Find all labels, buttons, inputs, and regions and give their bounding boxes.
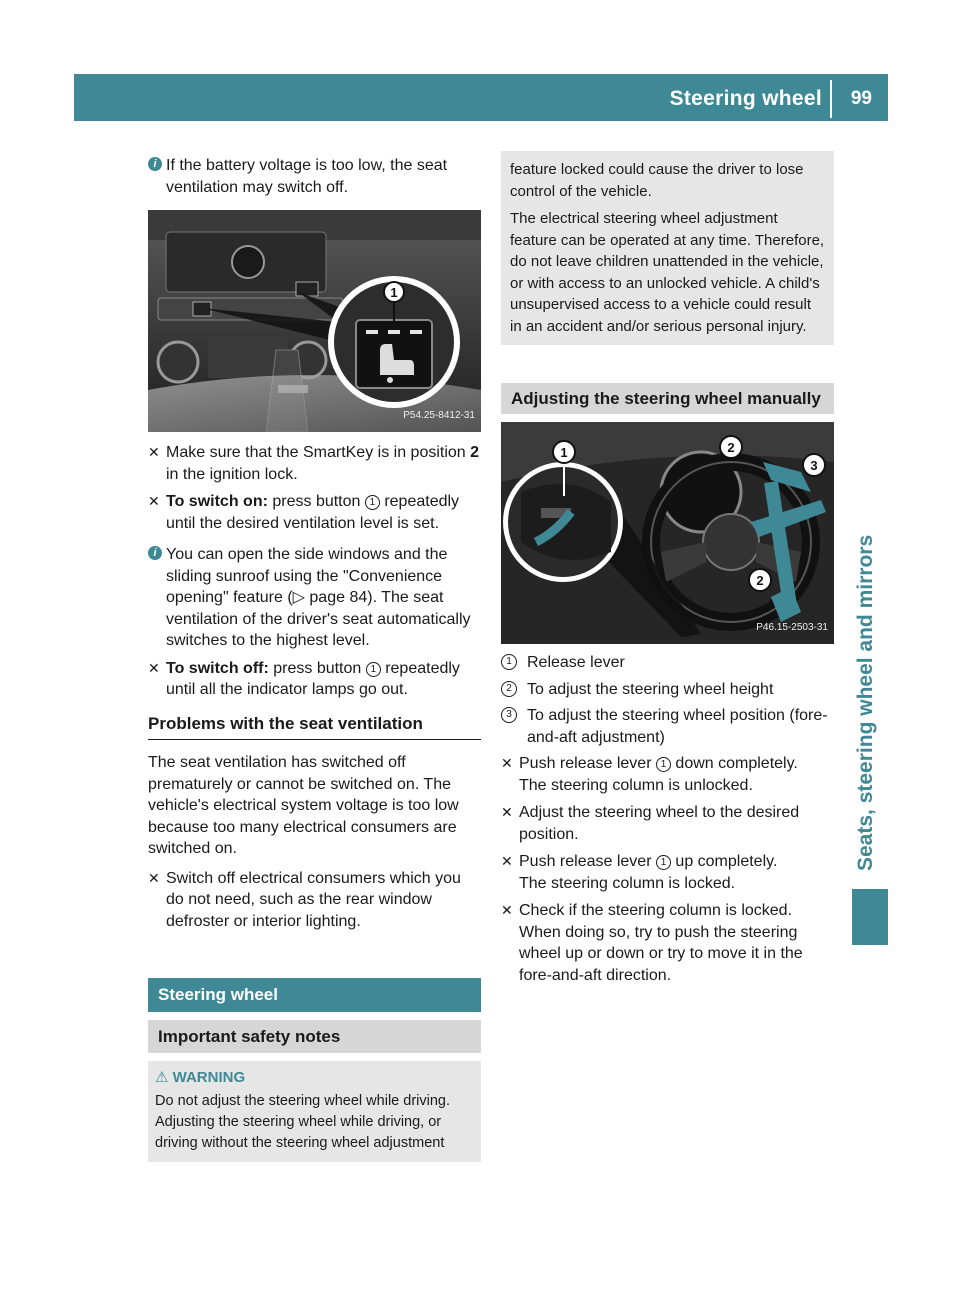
figure-seat-ventilation: [148, 210, 481, 432]
warning-triangle-icon: ⚠: [155, 1069, 169, 1086]
page-title: Steering wheel: [669, 87, 822, 110]
chapter-tab: [852, 889, 888, 945]
figure-callout-2-top: 2: [727, 440, 735, 455]
section-title-steering-wheel: Steering wheel: [148, 978, 481, 1012]
step-marker-icon: ✕: [148, 869, 160, 886]
subsection-safety-notes: Important safety notes: [148, 1020, 481, 1054]
right-column: [501, 151, 834, 992]
steering-illustration: [501, 422, 834, 644]
step-marker-icon: ✕: [501, 804, 513, 820]
step-marker-icon: ✕: [148, 493, 160, 509]
subheading-problems: Problems with the seat ventilation: [148, 713, 481, 741]
info-icon: i: [148, 546, 162, 560]
legend-item-2: 2 To adjust the steering wheel height: [501, 679, 834, 701]
step-marker-icon: ✕: [501, 853, 513, 869]
figure-callout-2-bottom: 2: [756, 573, 764, 588]
step-marker-icon: ✕: [148, 444, 160, 460]
warning-box: [148, 1061, 481, 1162]
step-smartkey: ✕ Make sure that the SmartKey is in position 2 in the ignition lock.: [148, 444, 480, 483]
figure-caption: P46.15-2503-31: [756, 621, 828, 633]
warning-text: Do not adjust the steering wheel while driving. Adjusting the steering wheel while driving, or driving without the steering wheel adjustment: [155, 1093, 450, 1151]
step-adjust-wheel: ✕ Adjust the steering wheel to the desired position.: [501, 804, 800, 843]
left-column: [148, 155, 481, 1162]
info-note: [148, 155, 481, 198]
callout-1-inline: 1: [366, 662, 381, 677]
page-number: 99: [850, 88, 872, 109]
figure-caption: P54.25-8412-31: [403, 409, 475, 421]
warning-heading: ⚠ WARNING: [155, 1069, 246, 1086]
info-icon: i: [148, 157, 162, 171]
info-text: If the battery voltage is too low, the seat ventilation may switch off.: [166, 157, 448, 196]
header-divider: [830, 80, 832, 118]
warning-continuation-box: feature locked could cause the driver to lose control of the vehicle. The electrical steering wheel adjustment feature can be operated at any time. Therefore, do not leave children unattended in the vehicle, or with access to an unlocked vehicle. A child's unsupervised access to a vehicle could result in an accident and/or serious personal injury.: [501, 151, 834, 345]
dashboard-illustration: [148, 210, 481, 432]
step-push-lever-up: ✕ Push release lever 1 up completely. The steering column is locked.: [501, 853, 778, 892]
info-note-convenience: i You can open the side windows and the sliding sunroof using the "Convenience opening" feature (▷ page 84). The seat ventilation of the driver's seat automatically switches to the highest level.: [148, 544, 481, 652]
step-marker-icon: ✕: [501, 902, 513, 918]
legend-item-1: 1 Release lever: [501, 652, 834, 674]
step-switch-on: ✕ To switch on: press button 1 repeatedly until the desired ventilation level is set.: [148, 493, 460, 532]
legend-item-3: 3 To adjust the steering wheel position (fore-and-aft adjustment): [501, 705, 834, 748]
chapter-sidebar: [852, 121, 888, 1161]
chapter-title: Seats, steering wheel and mirrors: [854, 534, 877, 871]
figure-steering-adjust: [501, 422, 834, 644]
figure-callout-1: 1: [390, 285, 398, 300]
step-marker-icon: ✕: [148, 659, 160, 676]
callout-1-inline: 1: [656, 855, 671, 870]
step-check-locked: ✕ Check if the steering column is locked. When doing so, try to push the steering wheel up or down or try to move it in the fore-and-aft direction.: [501, 902, 803, 984]
problems-paragraph: The seat ventilation has switched off prematurely or cannot be switched on. The vehicle's electrical system voltage is too low because too many electrical consumers are switched on.: [148, 754, 459, 857]
callout-1-inline: 1: [365, 495, 380, 510]
figure-callout-1: 1: [560, 445, 568, 460]
step-push-lever-down: ✕ Push release lever 1 down completely. The steering column is unlocked.: [501, 755, 798, 794]
subsection-adjust-manually: Adjusting the steering wheel manually: [501, 383, 834, 414]
step-switch-off: ✕ To switch off: press button 1 repeatedly until all the indicator lamps go out.: [148, 659, 460, 698]
step-marker-icon: ✕: [501, 755, 513, 771]
figure-callout-3: 3: [810, 458, 818, 473]
step-switch-off-consumers: ✕ Switch off electrical consumers which you do not need, such as the rear window defroster or interior lighting.: [148, 869, 461, 930]
page-header: [74, 74, 888, 121]
callout-1-inline: 1: [656, 757, 671, 772]
